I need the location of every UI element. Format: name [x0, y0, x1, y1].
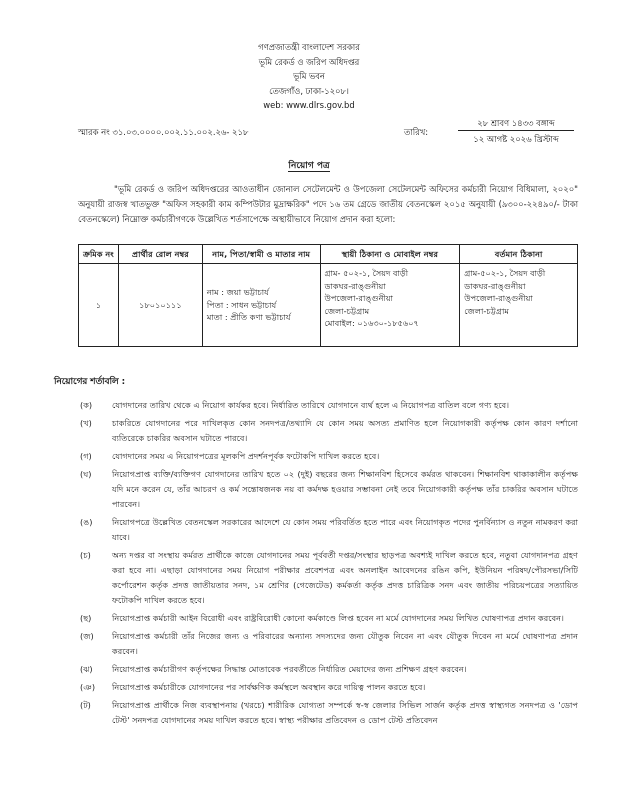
list-item — [54, 398, 578, 413]
item-text: নিয়োগপ্রাপ্ত কর্মচারীগণ কর্তৃপক্ষের সিদ্ধান্ত মোতাবেক পরবর্তীতে নির্ধারিত মেয়াদের জন্য প্রশিক্ষণ গ্রহণ করবেন। — [112, 664, 467, 674]
list-item — [54, 548, 578, 608]
item-marker: (ঝ) — [80, 664, 93, 674]
date-bangla: ২৮ শ্রাবণ ১৪৩৩ বঙ্গাব্দ — [458, 117, 574, 131]
cell-present-address — [460, 264, 578, 347]
item-text: অন্য দপ্তর বা সংস্থায় কর্মরত প্রার্থীকে কাজে যোগদানের সময় পূর্ববর্তী দপ্তর/সংস্থার ছাড়পত্র অবশ্যই দাখিল করতে হবে, নতুবা যোগদানপত্র গ্রহণ করা হবে না। এছাড়া যোগদানের সময় নিয়োগ পরীক্ষার প্রবেশপত্র এবং অনলাইন আবেদনের রঙিন কপি, ইউনিয়ন পরিষদ/পৌরসভা/সিটি কর্পোরেশন কর্তৃক প্রদত্ত জাতীয়তার সনদ, ১ম শ্রেণির (গেজেটেড) কর্মকর্তা কর্তৃক প্রদত্ত চারিত্রিক সনদ এবং জাতীয় পরিচয়পত্রের সত্যায়িত ফটোকপি দাখিল করতে হবে। — [112, 550, 578, 605]
item-text: নিয়োগপ্রাপ্ত কর্মচারী তাঁর নিজের জন্য ও পরিবারের অন্যান্য সদস্যদের জন্য যৌতুক নিবেন না এবং যৌতুক দিবেন না মর্মে ঘোষণাপত্র প্রদান করবেন। — [112, 631, 578, 656]
table-row — [79, 264, 578, 347]
pres-line: উপজেলা-রাঙ্গুনীয়া — [464, 293, 533, 303]
perm-line: উপজেলা-রাঙ্গুনীয়া — [324, 293, 394, 303]
perm-line: গ্রাম- ৫০২-১, সৈয়দ বাড়ী — [324, 268, 409, 278]
appointee-mother: মাতা : প্রীতি কণা ভট্টাচার্য — [206, 312, 291, 323]
item-marker: (ঘ) — [80, 469, 92, 479]
appointee-name: নাম : জয়া ভট্টাচার্য — [206, 287, 269, 298]
pres-line: গ্রাম-৫০২-১, সৈয়দ বাড়ী — [464, 268, 546, 278]
item-text: নিয়োগপ্রাপ্ত কর্মচারী আইন বিরোধী এবং রাষ্ট্রবিরোধী কোনো কর্মকাণ্ডে লিপ্ত হবেন না মর্মে যোগদানের সময় লিখিত ঘোষণাপত্র প্রদান করবেন। — [112, 613, 564, 623]
conditions-list — [54, 398, 578, 731]
item-text: নিয়োগপত্রে উল্লেখিত বেতনস্কেল সরকারের আদেশে যে কোন সময় পরিবর্তিত হতে পারে এবং নিয়োগকৃত পদের পুনর্বিন্যাস ও নতুন নামকরণ করা যাবে। — [112, 517, 578, 542]
page-title — [0, 160, 618, 173]
item-text: চাকরিতে যোগদানের পরে দাখিলকৃত কোন সনদপত্র/তথ্যাদি যে কোন সময় অসত্য প্রমাণিত হলে নিয়োগকারী কর্তৃপক্ষ কোন কারণ দর্শানো ব্যতিরেকে চাকরির অবসান ঘটাতে পারবে। — [112, 418, 578, 443]
department-name: ভূমি রেকর্ড ও জরিপ অধিদপ্তর — [258, 56, 360, 67]
cell-name — [202, 264, 320, 347]
item-marker: (ট) — [80, 700, 91, 710]
building-name: ভূমি ভবন — [293, 71, 325, 81]
date-english: ১২ আগষ্ট ২০২৬ খ্রিস্টাব্দ — [473, 134, 559, 145]
list-item — [54, 629, 578, 659]
col-present-address: বর্তমান ঠিকানা — [460, 245, 578, 264]
mobile-number: মোবাইল: ০১৬৩০-১৮৫৬০৭ — [324, 318, 419, 328]
item-marker: (ক) — [80, 400, 93, 410]
item-text: নিয়োগপ্রাপ্ত ব্যক্তি/ব্যক্তিগণ যোগদানের তারিখ হতে ০২ (দুই) বছরের জন্য শিক্ষানবিশ হিসেবে কর্মরত থাকবেন। শিক্ষানবিশ থাকাকালীন কর্তৃপক্ষ যদি মনে করেন যে, তাঁর আচরণ ও কর্ম সন্তোষজনক নয় বা কর্মদক্ষ হওয়ার সম্ভাবনা নেই তবে নিয়োগকারী কর্তৃপক্ষ তাঁর চাকরির অবসান ঘটাতে পারবেন। — [112, 469, 578, 509]
perm-line: ডাকঘর-রাঙ্গুনীয়া — [324, 280, 386, 291]
list-item — [54, 449, 578, 464]
list-item — [54, 680, 578, 695]
list-item — [54, 416, 578, 446]
item-marker: (জ) — [80, 631, 94, 641]
appointee-table — [78, 244, 578, 347]
col-name: নাম, পিতা/স্বামী ও মাতার নাম — [202, 245, 320, 264]
col-roll: প্রার্থীর রোল নম্বর — [118, 245, 202, 264]
list-item — [54, 467, 578, 512]
item-text: নিয়োগপ্রাপ্ত কর্মচারীকে যোগদানের পর সার্বক্ষণিক কর্মস্থলে অবস্থান করে দায়িত্ব পালন করতে হবে। — [112, 682, 426, 692]
pres-line: ডাকঘর-রাঙ্গুনীয়া — [464, 280, 526, 291]
title-text: নিয়োগ পত্র — [288, 161, 330, 171]
item-text: নিয়োগপ্রাপ্ত প্রার্থীকে নিজ ব্যবস্থাপনায় (খরচে) শারীরিক যোগ্যতা সম্পর্কে স্ব-স্ব জেলার সিভিল সার্জন কর্তৃক প্রদত্ত স্বাস্থ্যগত সনদপত্র ও 'ডোপ টেস্ট' সনদপত্র যোগদানের সময় দাখিল করতে হবে। স্বাস্থ্য পরীক্ষার প্রতিবেদন ও ডোপ টেস্ট প্রতিবেদন — [112, 700, 578, 725]
date-block — [458, 117, 574, 145]
govt-name: গণপ্রজাতন্ত্রী বাংলাদেশ সরকার — [258, 42, 360, 52]
item-text: যোগদানের তারিখ থেকে এ নিয়োগ কার্যকর হবে। নির্ধারিত তারিখে যোগদানে ব্যর্থ হলে এ নিয়োগপত্র বাতিল বলে গণ্য হবে। — [112, 400, 510, 410]
website: web: www.dlrs.gov.bd — [263, 100, 355, 110]
col-permanent-address: স্থায়ী ঠিকানা ও মোবাইল নম্বর — [320, 245, 460, 264]
address: তেজগাঁও, ঢাকা-১২০৮। — [269, 85, 349, 96]
cell-serial: ১ — [79, 264, 119, 347]
item-text: যোগদানের সময় এ নিয়োগপত্রের মূলকপি প্রদর্শনপূর্বক ফটোকপি দাখিল করতে হবে। — [112, 451, 380, 461]
memo-number: স্মারক নং ৩১.০৩.০০০০.০০২.১১.০০২.২৬- ২১৮ — [78, 127, 249, 137]
list-item — [54, 515, 578, 545]
item-marker: (ছ) — [80, 613, 92, 623]
cell-roll: ১৮০১০১১১ — [118, 264, 202, 347]
cell-permanent-address — [320, 264, 460, 347]
col-serial: ক্রমিক নং — [79, 245, 119, 264]
item-marker: (ঙ) — [80, 517, 93, 527]
perm-line: জেলা-চট্টগ্রাম — [324, 305, 370, 316]
intro-paragraph — [78, 182, 578, 227]
list-item — [54, 611, 578, 626]
intro-text: "ভূমি রেকর্ড ও জরিপ অধিদপ্তরের আওতাধীন জোনাল সেটেলমেন্ট ও উপজেলা সেটেলমেন্ট অফিসের কর্মচারী নিয়োগ বিধিমালা, ২০২০" অনুযায়ী রাজস্ব খাতভুক্ত "অফিস সহকারী কাম কম্পিউটার মুদ্রাক্ষরিক" পদে ১৬ তম গ্রেডে জাতীয় বেতনস্কেল ২০১৫ অনুযায়ী (৯৩০০-২২৪৯০/- টাকা বেতনস্কেলে) নিম্নোক্ত কর্মচারীগণকে উল্লেখিত শর্তসাপেক্ষে অস্থায়ীভাবে নিয়োগ প্রদান করা হলো: — [78, 184, 578, 224]
pres-line: জেলা-চট্টগ্রাম — [464, 305, 509, 316]
item-marker: (ঞ) — [80, 682, 96, 692]
item-marker: (গ) — [80, 451, 92, 461]
letterhead — [0, 40, 618, 113]
date-label: তারিখ: — [404, 127, 429, 137]
list-item — [54, 662, 578, 677]
item-marker: (খ) — [80, 418, 92, 428]
table-header-row — [79, 245, 578, 264]
item-marker: (চ) — [80, 550, 91, 560]
conditions-heading: নিয়োগের শর্তাবলি : — [54, 377, 126, 387]
appointee-father: পিতা : সাধন ভট্টাচার্য — [206, 299, 277, 310]
list-item — [54, 698, 578, 728]
